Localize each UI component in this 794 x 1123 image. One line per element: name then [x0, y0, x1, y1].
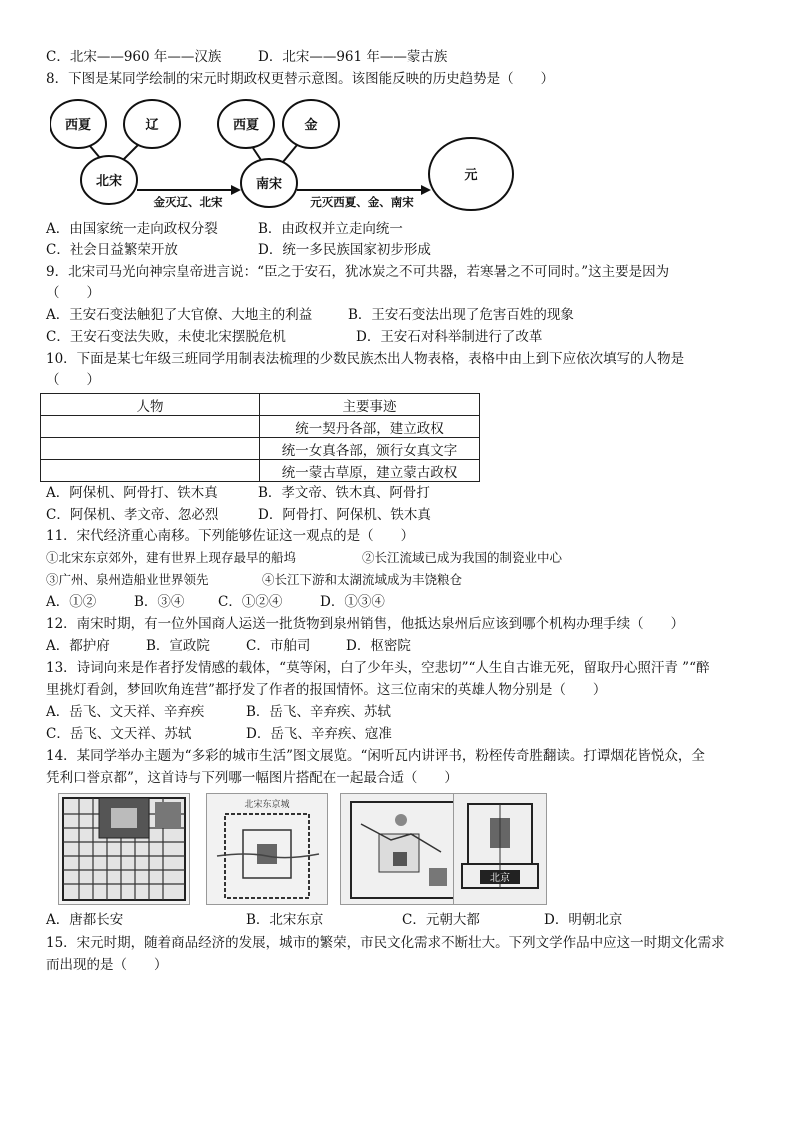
q7-option-d: D．北宋——961 年——蒙古族: [258, 49, 448, 65]
q8-option-c: C．社会日益繁荣开放: [46, 242, 178, 258]
q8-option-a: A．由国家统一走向政权分裂: [46, 221, 218, 237]
q10-option-c: C．阿保机、孝文帝、忽必烈: [46, 507, 219, 523]
q11-statement-2: ②长江流域已成为我国的制瓷业中心: [362, 550, 563, 565]
table-cell: 统一女真各部，颁行女真文字: [260, 438, 480, 460]
q11-option-d: D．①③④: [320, 594, 385, 610]
picture-b-dongjing-map: [206, 793, 328, 905]
table-header: 主要事迹: [260, 394, 480, 416]
node-label: 元: [464, 168, 478, 183]
q9-stem-cont: （ ）: [46, 285, 100, 301]
q9-option-c: C．王安石变法失败，未使北宋摆脱危机: [46, 329, 286, 345]
q14-option-a: A．唐都长安: [46, 912, 124, 928]
q13-stem-cont: 里挑灯看剑，梦回吹角连营”都抒发了作者的报国情怀。这三位南宋的英雄人物分别是（ ）: [46, 682, 607, 698]
q9-option-a: A．王安石变法触犯了大官僚、大地主的利益: [46, 307, 313, 323]
table-row: [41, 460, 480, 482]
figures-table: [40, 393, 480, 482]
q12-option-c: C．市舶司: [246, 638, 311, 654]
q11-statement-1: ①北宋东京郊外，建有世界上现存最早的船坞: [46, 550, 297, 565]
table-header: 人物: [41, 394, 260, 416]
table-header-row: [41, 394, 480, 416]
q11-stem: 11．宋代经济重心南移。下列能够佐证这一观点的是（ ）: [46, 528, 415, 544]
table-cell: [41, 460, 260, 482]
q9-option-d: D．王安石对科举制进行了改革: [356, 329, 543, 345]
node-label: 西夏: [232, 118, 260, 133]
q13-option-a: A．岳飞、文天祥、辛弃疾: [46, 704, 205, 720]
table-row: [41, 416, 480, 438]
q9-option-b: B．王安石变法出现了危害百姓的现象: [348, 307, 574, 323]
node-label: 北宋: [95, 174, 123, 189]
q11-option-a: A．①②: [46, 594, 97, 610]
table-cell: 统一蒙古草原，建立蒙古政权: [260, 460, 480, 482]
q13-stem: 13．诗词向来是作者抒发情感的载体，“莫等闲，白了少年头，空悲切”“人生自古谁无死，留取丹心照汗青 ”“醉: [46, 660, 710, 676]
q7-option-c: C．北宋——960 年——汉族: [46, 49, 222, 65]
q12-stem: 12．南宋时期，有一位外国商人运送一批货物到泉州销售，他抵达泉州后应该到哪个机构办理手续（ ）: [46, 616, 685, 632]
q11-option-b: B．③④: [134, 594, 185, 610]
arrow-label: 元灭西夏、金、南宋: [310, 195, 414, 209]
table-cell: [41, 438, 260, 460]
node-label: 辽: [145, 118, 159, 133]
q10-option-a: A．阿保机、阿骨打、铁木真: [46, 485, 218, 501]
table-cell: 统一契丹各部，建立政权: [260, 416, 480, 438]
picture-b-caption: 北宋东京城: [244, 800, 290, 810]
q8-option-b: B．由政权并立走向统一: [258, 221, 403, 237]
q14-stem: 14．某同学举办主题为“多彩的城市生活”图文展览。“闲听瓦内讲评书，粉桎传奇胜翻读。打谭烟花皆悦众，全: [46, 748, 705, 764]
q12-option-d: D．枢密院: [346, 638, 411, 654]
table-row: [41, 438, 480, 460]
node-label: 西夏: [64, 118, 92, 133]
q11-option-c: C．①②④: [218, 594, 283, 610]
q12-option-b: B．宣政院: [146, 638, 210, 654]
q15-stem: 15．宋元时期，随着商品经济的发展，城市的繁荣，市民文化需求不断壮大。下列文学作品中应这一时期文化需求: [46, 935, 725, 951]
table-cell: [41, 416, 260, 438]
q13-option-c: C．岳飞、文天祥、苏轼: [46, 726, 192, 742]
picture-d-beijing-map: [453, 793, 547, 905]
node-label: 南宋: [255, 177, 283, 192]
q15-stem-cont: 而出现的是（ ）: [46, 957, 168, 973]
node-label: 金: [304, 118, 318, 133]
q14-stem-cont: 凭利口誉京都”，这首诗与下列哪一幅图片搭配在一起最合适（ ）: [46, 770, 458, 786]
q13-option-d: D．岳飞、辛弃疾、寇准: [246, 726, 392, 742]
picture-a-changan-map: [58, 793, 190, 905]
q11-statement-3: ③广州、泉州造船业世界领先: [46, 572, 209, 587]
q9-stem: 9．北宋司马光向神宗皇帝进言说：“臣之于安石，犹冰炭之不可共器，若寒暑之不可同时。”这主要是因为: [46, 264, 670, 280]
q8-stem: 8．下图是某同学绘制的宋元时期政权更替示意图。该图能反映的历史趋势是（ ）: [46, 71, 555, 87]
q14-option-c: C．元朝大都: [402, 912, 480, 928]
q10-option-d: D．阿骨打、阿保机、铁木真: [258, 507, 431, 523]
q13-option-b: B．岳飞、辛弃疾、苏轼: [246, 704, 391, 720]
regime-change-diagram: [50, 98, 530, 218]
picture-d-caption: 北京: [490, 873, 510, 884]
picture-c-dadu-map: [340, 793, 467, 905]
q10-option-b: B．孝文帝、铁木真、阿骨打: [258, 485, 430, 501]
q14-option-d: D．明朝北京: [544, 912, 623, 928]
q12-option-a: A．都护府: [46, 638, 110, 654]
q10-stem: 10．下面是某七年级三班同学用制表法梳理的少数民族杰出人物表格，表格中由上到下应依次填写的人物是: [46, 351, 685, 367]
q8-option-d: D．统一多民族国家初步形成: [258, 242, 431, 258]
q11-statement-4: ④长江下游和太湖流域成为丰饶粮仓: [262, 572, 463, 587]
q10-stem-cont: （ ）: [46, 372, 100, 388]
q14-option-b: B．北宋东京: [246, 912, 324, 928]
arrow-label: 金灭辽、北宋: [153, 195, 223, 209]
